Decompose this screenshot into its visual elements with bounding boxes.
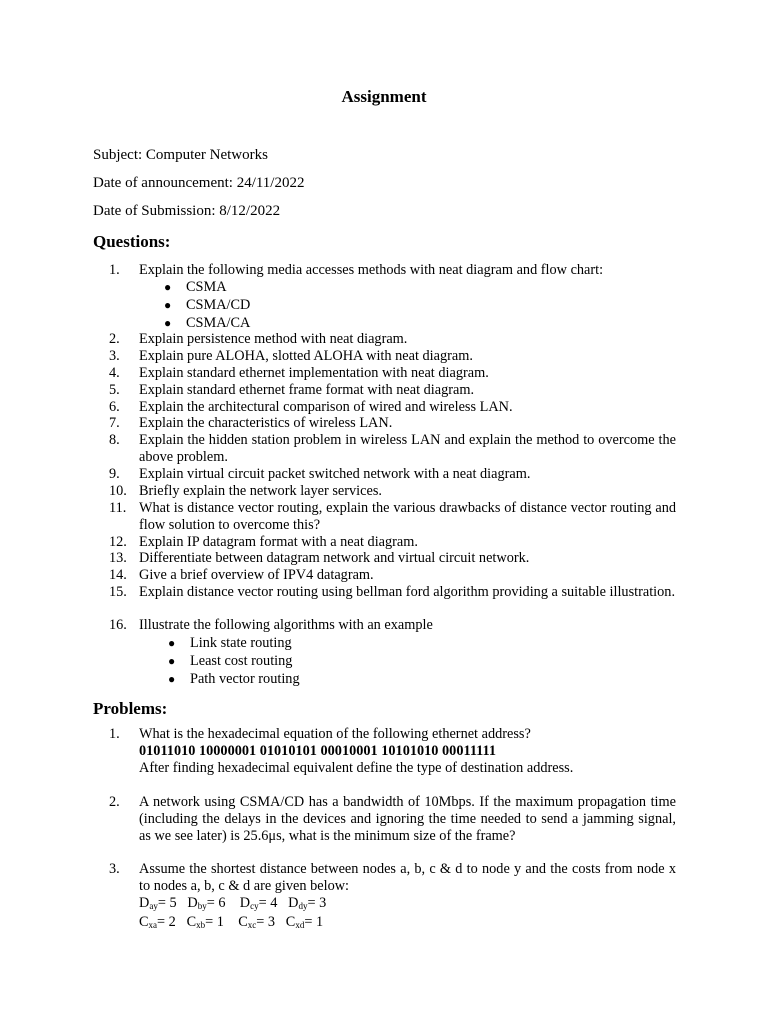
question-item <box>109 415 676 432</box>
bullet-dot-icon: ● <box>164 316 172 330</box>
question-item <box>109 432 676 466</box>
bullet-item <box>164 296 251 314</box>
question-number: 7. <box>109 415 120 431</box>
question-item <box>109 534 676 551</box>
question-item <box>109 399 676 416</box>
question-number: 14. <box>109 567 127 583</box>
bullet-dot-icon: ● <box>168 672 176 686</box>
bullet-item <box>168 634 292 652</box>
question-number: 13. <box>109 550 127 566</box>
question-text: Explain standard ethernet implementation with neat diagram. <box>139 365 489 381</box>
bullet-item <box>168 652 293 670</box>
question-item <box>109 567 676 584</box>
document-title: Assignment <box>341 87 427 106</box>
question-item <box>109 382 676 399</box>
question-number: 8. <box>109 432 120 448</box>
questions-heading: Questions: <box>93 232 171 251</box>
question-item <box>109 483 676 500</box>
question-text: Explain the characteristics of wireless LAN. <box>139 415 393 431</box>
question-number: 9. <box>109 466 120 482</box>
question-item <box>109 550 676 567</box>
question-item <box>109 262 676 279</box>
ethernet-address: 01011010 10000001 01010101 00010001 10101010 00011111 <box>139 742 497 759</box>
cost-value: $C_{xb}= 1$ <box>186 914 224 931</box>
question-text: Explain persistence method with neat diagram. <box>139 331 408 347</box>
problem-instruction: After finding hexadecimal equivalent define the type of destination address. <box>139 759 574 776</box>
question-text: Differentiate between datagram network and virtual circuit network. <box>139 550 530 566</box>
question-number: 12. <box>109 534 127 550</box>
question-number: 5. <box>109 382 120 398</box>
bullet-dot-icon: ● <box>164 298 172 312</box>
question-number: 6. <box>109 399 120 415</box>
problem-item <box>109 726 676 776</box>
question-number: 2. <box>109 331 120 347</box>
distance-value: $D_{ay}= 5$ <box>139 894 177 911</box>
bullet-text: Path vector routing <box>190 671 300 687</box>
bullet-text: Link state routing <box>190 635 292 651</box>
bullet-dot-icon: ● <box>164 280 172 294</box>
question-text: What is distance vector routing, explain the various drawbacks of distance vector routing and flow solution to overcome this? <box>139 500 676 533</box>
question-item <box>109 348 676 365</box>
question-number: 4. <box>109 365 120 381</box>
question-number: 3. <box>109 348 120 364</box>
question-text: Explain the architectural comparison of wired and wireless LAN. <box>139 399 513 415</box>
problem-text: A network using CSMA/CD has a bandwidth of 10Mbps. If the maximum propagation time (including the delays in the devices and ignoring the time needed to send a jamming signal, as we see later) is 25.6μs, what is the minimum size of the frame? <box>139 794 676 844</box>
bullet-text: CSMA <box>186 279 227 295</box>
question-item <box>109 584 676 601</box>
problem-number: 3. <box>109 861 120 877</box>
question-text: Explain virtual circuit packet switched network with a neat diagram. <box>139 466 531 482</box>
question-text: Illustrate the following algorithms with an example <box>139 617 433 633</box>
question-text: Explain IP datagram format with a neat diagram. <box>139 534 418 550</box>
problem-item <box>109 861 676 934</box>
question-item <box>109 331 676 348</box>
question-number: 1. <box>109 262 120 278</box>
distance-value: $D_{dy}= 3$ <box>288 894 327 911</box>
question-item <box>109 466 676 483</box>
cost-value: $C_{xc}= 3$ <box>238 914 276 931</box>
problem-number: 1. <box>109 726 120 742</box>
question-text: Explain the hidden station problem in wireless LAN and explain the method to overcome the above problem. <box>139 432 676 465</box>
question-text: Explain pure ALOHA, slotted ALOHA with neat diagram. <box>139 348 473 364</box>
bullet-item <box>164 278 227 296</box>
distance-value: $D_{cy}= 4$ <box>239 894 278 911</box>
distance-values <box>139 895 676 915</box>
bullet-dot-icon: ● <box>168 654 176 668</box>
problem-item <box>109 794 676 844</box>
question-number: 10. <box>109 483 127 499</box>
cost-values <box>139 914 676 934</box>
question-number: 11. <box>109 500 127 516</box>
question-text: Explain the following media accesses methods with neat diagram and flow chart: <box>139 262 604 278</box>
bullet-text: CSMA/CA <box>186 315 251 331</box>
question-item <box>109 365 676 382</box>
question-text: Explain standard ethernet frame format with neat diagram. <box>139 382 475 398</box>
question-text: Explain distance vector routing using bellman ford algorithm providing a suitable illustration. <box>139 584 676 600</box>
subject-line: Subject: Computer Networks <box>93 147 268 163</box>
submission-date: Date of Submission: 8/12/2022 <box>93 203 281 219</box>
question-item <box>109 500 676 534</box>
question-text: Briefly explain the network layer services. <box>139 483 382 499</box>
bullet-text: Least cost routing <box>190 653 293 669</box>
distance-value: $D_{by}= 6$ <box>187 894 226 911</box>
problem-number: 2. <box>109 794 120 810</box>
question-number: 15. <box>109 584 127 600</box>
bullet-dot-icon: ● <box>168 636 176 650</box>
announcement-date: Date of announcement: 24/11/2022 <box>93 175 305 191</box>
question-text: Give a brief overview of IPV4 datagram. <box>139 567 374 583</box>
problems-heading: Problems: <box>93 699 168 718</box>
bullet-item <box>168 670 300 688</box>
problem-text: What is the hexadecimal equation of the following ethernet address? <box>139 726 531 742</box>
bullet-item <box>164 314 251 332</box>
problem-text: Assume the shortest distance between nodes a, b, c & d to node y and the costs from node x to nodes a, b, c & d are given below: <box>139 861 676 894</box>
cost-value: $C_{xd}= 1$ <box>285 914 324 931</box>
cost-value: $C_{xa}= 2$ <box>139 914 176 931</box>
question-item <box>109 617 676 634</box>
bullet-text: CSMA/CD <box>186 297 251 313</box>
question-number: 16. <box>109 617 127 633</box>
